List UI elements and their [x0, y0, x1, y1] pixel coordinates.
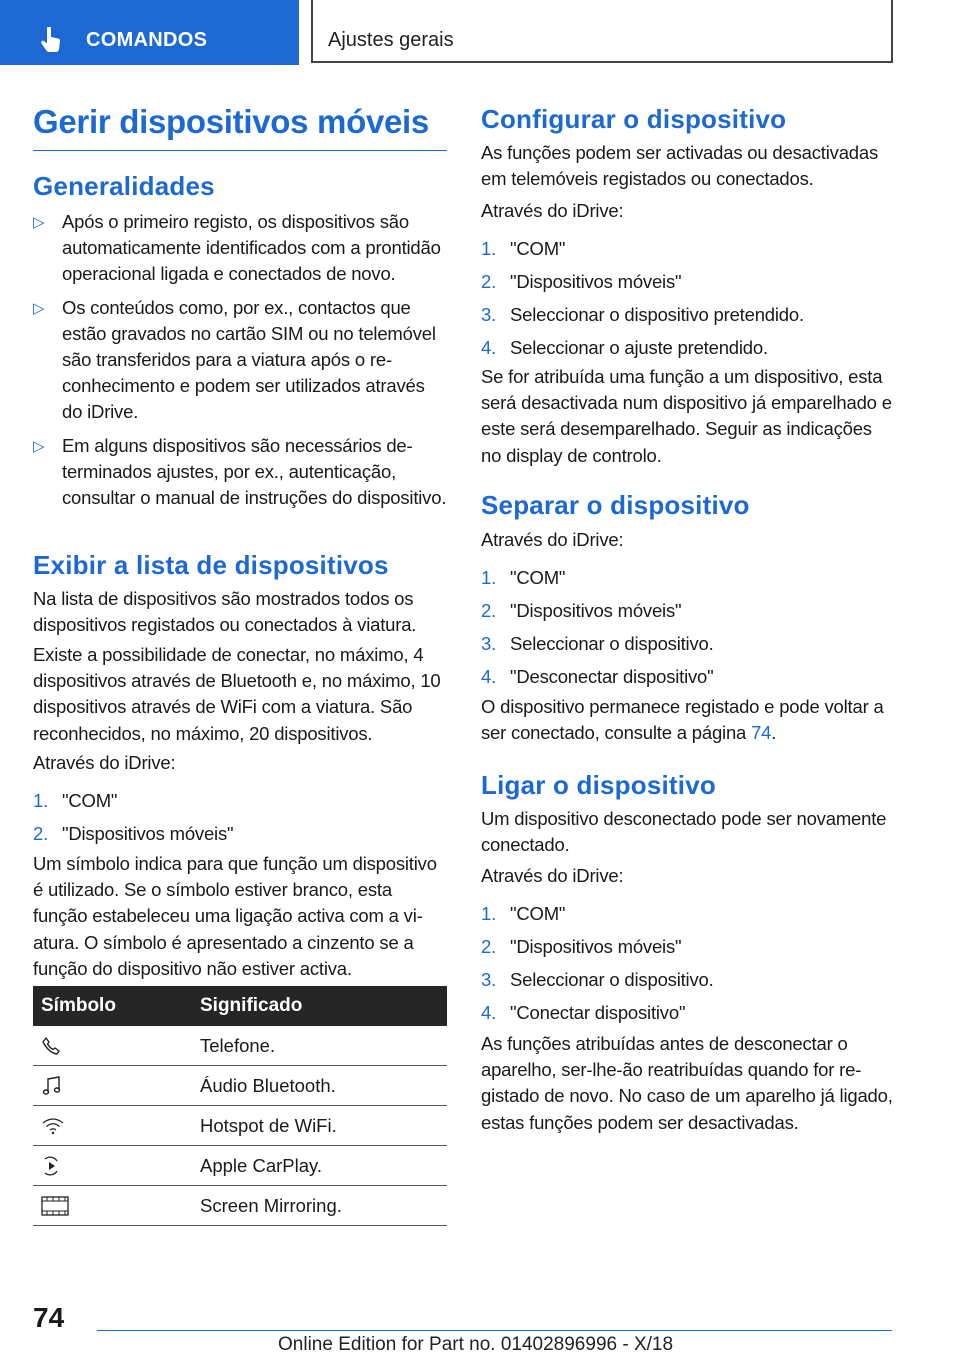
table-row: [33, 1066, 447, 1106]
step-item: 4. "Conectar dispositivo": [481, 1002, 686, 1023]
symbol-table: [33, 986, 447, 1226]
column-header-symbol: Símbolo: [33, 986, 200, 1026]
via-idrive-label: Através do iDrive:: [33, 752, 176, 773]
step-item: 2. "Dispositivos móveis": [33, 823, 234, 844]
step-item: 3. Seleccionar o dispositivo pretendido.: [481, 304, 804, 325]
phone-icon: [41, 1036, 61, 1056]
step-item: 1. "COM": [481, 238, 566, 259]
via-idrive-label: Através do iDrive:: [481, 865, 624, 886]
device-list-steps: [33, 788, 447, 854]
table-row: [33, 1026, 447, 1066]
section-label: COMANDOS: [86, 29, 208, 51]
triangle-bullet-icon: ▷: [33, 214, 45, 231]
step-item: 2. "Dispositivos móveis": [481, 271, 682, 292]
via-idrive-label: Através do iDrive:: [481, 200, 624, 221]
step-item: 4. Seleccionar o ajuste pretendido.: [481, 337, 768, 358]
page-number: 74: [33, 1302, 65, 1333]
connect-note: As funções atribuídas antes de desconectar o aparelho, ser-lhe-ão reatribuídas quando for registado de novo. No caso de um aparelho já ligado, estas funções podem ser desactivadas.: [481, 1033, 893, 1133]
separate-steps: [481, 565, 896, 697]
separate-note: O dispositivo permanece registado e pode voltar a ser conectado, consulte a página 74.: [481, 696, 884, 744]
table-row: [33, 1146, 447, 1186]
general-list: [33, 209, 447, 518]
footer-divider: [97, 1330, 892, 1331]
step-item: 3. Seleccionar o dispositivo.: [481, 969, 714, 990]
edition-footer: Online Edition for Part no. 01402896996 - X/18: [278, 1334, 674, 1355]
step-item: 1. "COM": [33, 790, 118, 811]
device-list-paragraph: Na lista de dispositivos são mostrados todos os dispositivos registados ou conectados à viatura.: [33, 588, 417, 636]
table-header-row: [33, 986, 447, 1026]
step-item: 2. "Dispositivos móveis": [481, 936, 682, 957]
step-item: 1. "COM": [481, 567, 566, 588]
connect-heading: Ligar o dispositivo: [481, 770, 716, 800]
general-heading: Generalidades: [33, 171, 215, 201]
meaning-cell: Áudio Bluetooth.: [200, 1066, 447, 1106]
device-limit-paragraph: Existe a possibilidade de conectar, no máximo, 4 dispositivos através de Bluetooth e, no máximo, 10 dispositivos através de WiFi com a viatura. São reconhecidos, no máximo, 20 dispositivos.: [33, 644, 441, 744]
meaning-cell: Screen Mirroring.: [200, 1186, 447, 1226]
configure-heading: Configurar o dispositivo: [481, 104, 787, 134]
page-reference-link[interactable]: 74: [751, 722, 772, 744]
meaning-cell: Hotspot de WiFi.: [200, 1106, 447, 1146]
connect-paragraph: Um dispositivo desconectado pode ser novamente conectado.: [481, 808, 887, 856]
step-item: 3. Seleccionar o dispositivo.: [481, 633, 714, 654]
music-note-icon: [41, 1075, 63, 1097]
section-tab[interactable]: [0, 0, 299, 65]
step-item: 2. "Dispositivos móveis": [481, 600, 682, 621]
list-item: ▷ Em alguns dispositivos são necessários determinados ajustes, por ex., autenticação, consultar o manual de instruções do dispositivo.: [33, 434, 447, 509]
hand-pointer-icon: [40, 27, 62, 53]
page-title: Gerir dispositivos móveis: [33, 103, 447, 151]
triangle-bullet-icon: ▷: [33, 437, 45, 455]
configure-steps: [481, 236, 896, 368]
configure-note: Se for atribuída uma função a um dispositivo, esta será desactivada num dispositivo já emparelhado e este será desemparelhado. Seguir as indicações no display de controlo.: [481, 366, 892, 466]
table-row: [33, 1106, 447, 1146]
column-header-meaning: Significado: [200, 986, 447, 1026]
carplay-icon: [41, 1156, 61, 1176]
separate-heading: Separar o dispositivo: [481, 490, 750, 520]
step-item: 4. "Desconectar dispositivo": [481, 666, 714, 687]
device-list-heading: Exibir a lista de dispositivos: [33, 550, 389, 580]
symbol-paragraph: Um símbolo indica para que função um dispositivo é utilizado. Se o símbolo estiver branco, esta função estabeleceu uma ligação activa com a viatura. O símbolo é apresentado a cinzento se a função do dispositivo não estiver activa.: [33, 853, 437, 979]
connect-steps: [481, 901, 896, 1033]
chapter-label: Ajustes gerais: [328, 29, 454, 51]
wifi-icon: [41, 1116, 65, 1136]
chapter-header: [311, 0, 893, 63]
list-item: ▷ Após o primeiro registo, os dispositivos são automaticamente identificados com a prontidão operacional ligada e conectados de novo.: [33, 211, 441, 285]
meaning-cell: Telefone.: [200, 1026, 447, 1066]
triangle-bullet-icon: ▷: [33, 299, 45, 317]
table-row: [33, 1186, 447, 1226]
step-item: 1. "COM": [481, 903, 566, 924]
meaning-cell: Apple CarPlay.: [200, 1146, 447, 1186]
screen-mirroring-icon: [41, 1196, 69, 1216]
via-idrive-label: Através do iDrive:: [481, 529, 624, 550]
configure-paragraph: As funções podem ser activadas ou desactivadas em telemóveis registados ou conectados.: [481, 142, 879, 190]
list-item: ▷ Os conteúdos como, por ex., contactos que estão gravados no cartão SIM ou no telemóvel são transferidos para a viatura após o reconhecimento e podem ser utilizados através do iDrive.: [33, 296, 436, 423]
